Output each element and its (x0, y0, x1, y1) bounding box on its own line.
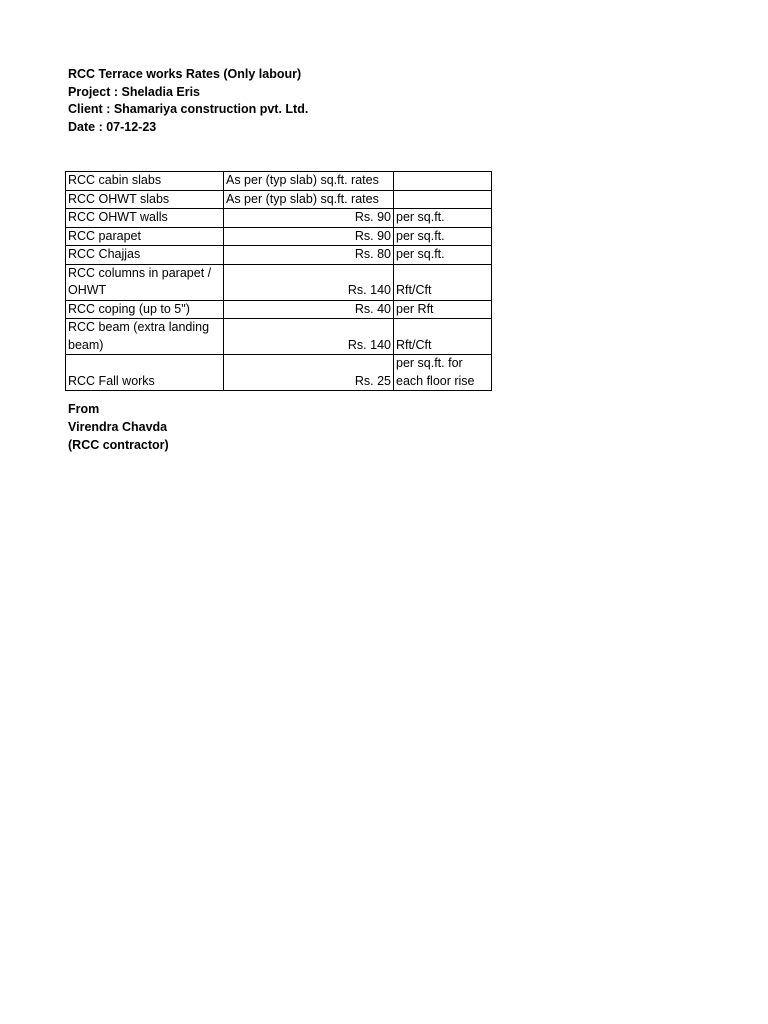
contractor-name: Virendra Chavda (68, 419, 168, 434)
unit-cell: per sq.ft. (394, 209, 492, 228)
table-row (66, 227, 492, 246)
table-row (66, 172, 492, 191)
item-cell: RCC OHWT walls (66, 209, 224, 228)
item-cell: RCC Chajjas (66, 246, 224, 265)
item-cell: RCC Fall works (66, 355, 224, 391)
item-cell: RCC beam (extra landing beam) (66, 319, 224, 355)
rate-cell: Rs. 80 (224, 246, 394, 265)
rate-cell: As per (typ slab) sq.ft. rates (224, 172, 394, 191)
unit-cell: Rft/Cft (394, 264, 492, 300)
unit-cell: per Rft (394, 300, 492, 319)
date-line: Date : 07-12-23 (68, 119, 157, 134)
rate-cell: Rs. 140 (224, 319, 394, 355)
document-title: RCC Terrace works Rates (Only labour) (68, 67, 302, 81)
document-footer (68, 401, 169, 454)
item-cell: RCC parapet (66, 227, 224, 246)
item-cell: RCC coping (up to 5") (66, 300, 224, 319)
rates-table (65, 171, 492, 391)
rate-cell: As per (typ slab) sq.ft. rates (224, 190, 394, 209)
rate-cell: Rs. 40 (224, 300, 394, 319)
rate-cell: Rs. 90 (224, 209, 394, 228)
table-row (66, 264, 492, 300)
unit-cell: per sq.ft. (394, 227, 492, 246)
project-line: Project : Sheladia Eris (68, 84, 200, 99)
rate-cell: Rs. 140 (224, 264, 394, 300)
item-cell: RCC OHWT slabs (66, 190, 224, 209)
unit-cell (394, 172, 492, 191)
rate-cell: Rs. 90 (224, 227, 394, 246)
document-header (68, 66, 308, 136)
item-cell: RCC columns in parapet / OHWT (66, 264, 224, 300)
table-row (66, 319, 492, 355)
table-row (66, 355, 492, 391)
unit-cell: per sq.ft. for each floor rise (394, 355, 492, 391)
rate-cell: Rs. 25 (224, 355, 394, 391)
client-line: Client : Shamariya construction pvt. Ltd. (68, 102, 309, 116)
unit-cell (394, 190, 492, 209)
unit-cell: per sq.ft. (394, 246, 492, 265)
table-row (66, 246, 492, 265)
unit-cell: Rft/Cft (394, 319, 492, 355)
item-cell: RCC cabin slabs (66, 172, 224, 191)
from-label: From (68, 402, 100, 416)
table-row (66, 190, 492, 209)
table-row (66, 300, 492, 319)
table-row (66, 209, 492, 228)
contractor-role: (RCC contractor) (68, 437, 169, 452)
